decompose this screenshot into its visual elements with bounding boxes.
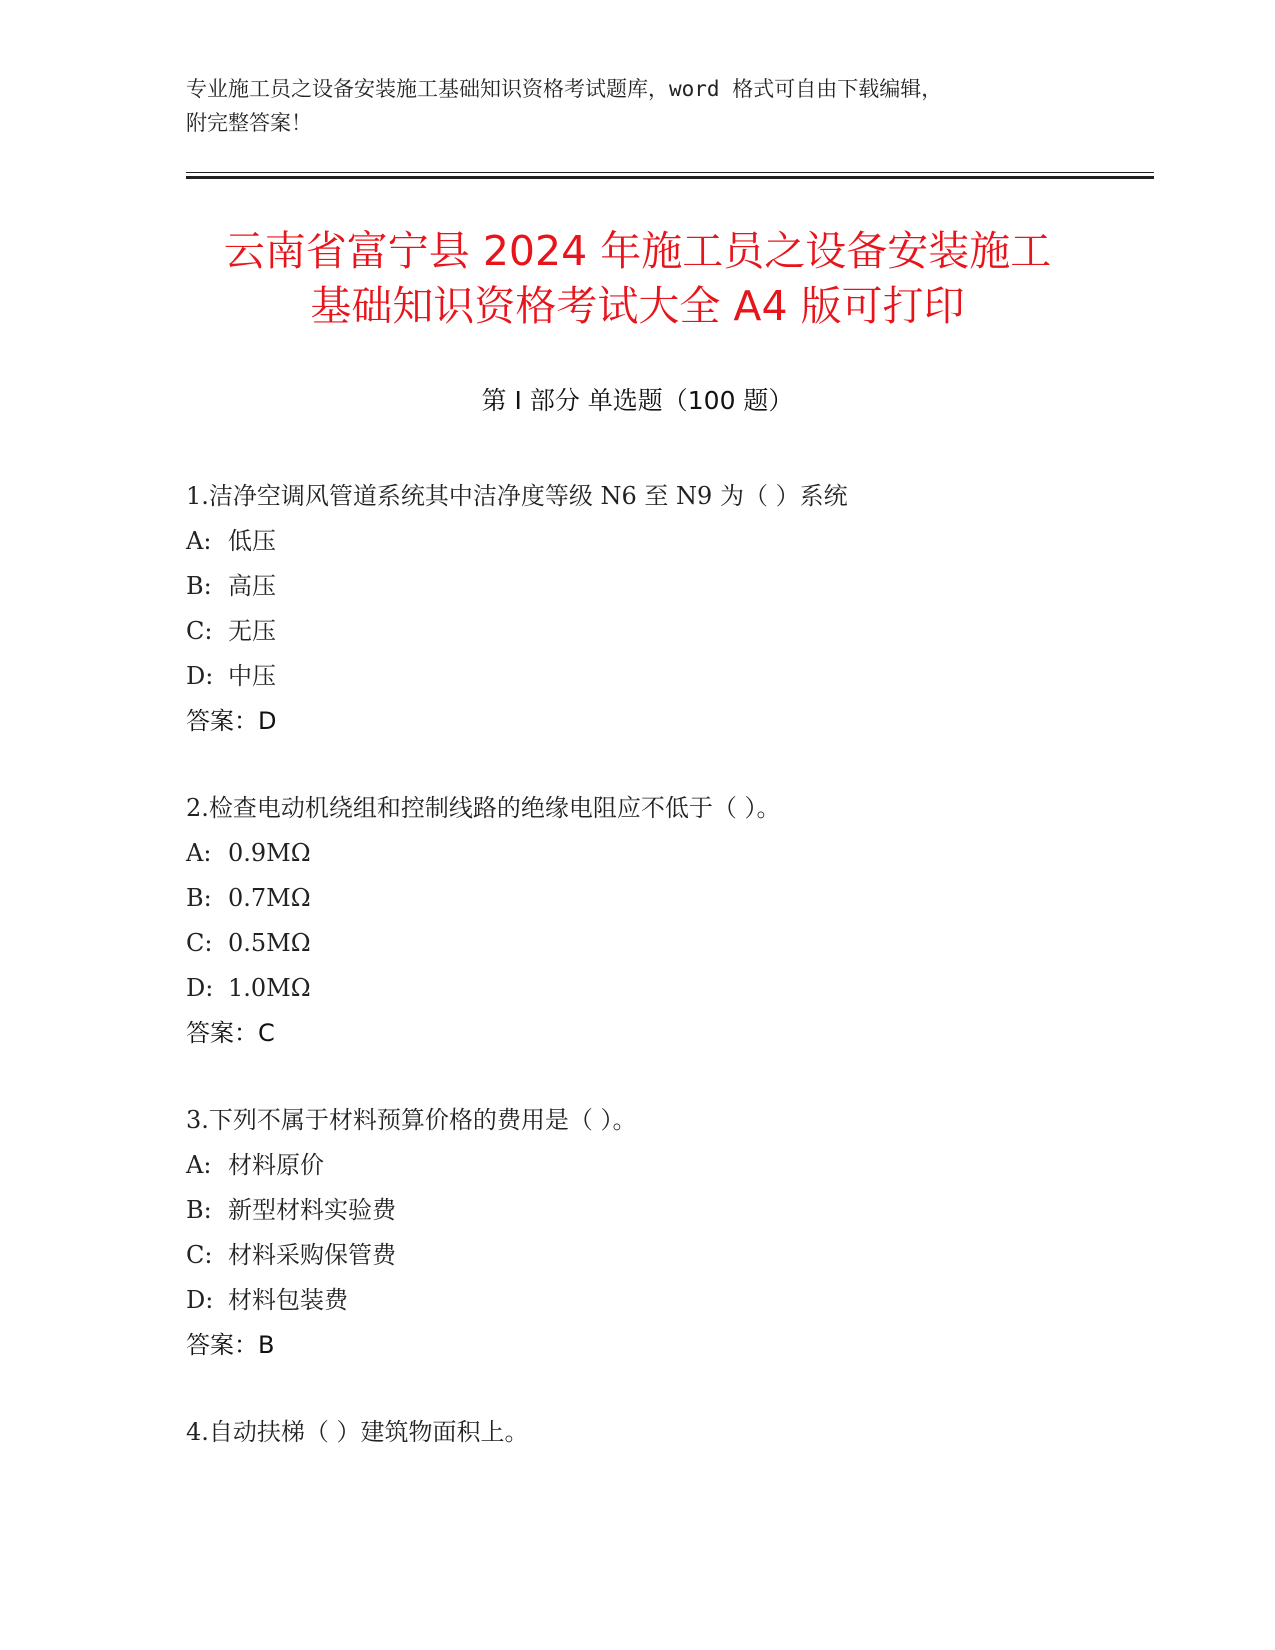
question-1 [186, 474, 1146, 744]
option-text: 高压 [228, 572, 276, 600]
option-letter: C: [186, 617, 213, 645]
option-text: 低压 [228, 527, 276, 555]
option-text: 0.7MΩ [228, 884, 311, 912]
option-text: 0.5MΩ [228, 929, 311, 957]
answer-line: 答案：D [186, 707, 277, 735]
header-note-line-2: 附完整答案！ [186, 111, 312, 135]
document-title-line-2: 基础知识资格考试大全 A4 版可打印 [310, 282, 965, 330]
option-c [186, 921, 1146, 966]
header-rule-thick [186, 176, 1154, 179]
option-letter: B: [186, 572, 212, 600]
document-title [130, 224, 1145, 334]
option-letter: B: [186, 884, 212, 912]
option-text: 材料原价 [228, 1151, 324, 1179]
question-3 [186, 1098, 1146, 1368]
header-note [186, 72, 1086, 140]
option-a [186, 831, 1146, 876]
option-text: 新型材料实验费 [228, 1196, 396, 1224]
option-a [186, 1143, 1146, 1188]
option-letter: A: [186, 1151, 212, 1179]
option-letter: D: [186, 1286, 214, 1314]
question-stem: 2.检查电动机绕组和控制线路的绝缘电阻应不低于（ ）。 [186, 794, 781, 822]
option-text: 无压 [228, 617, 276, 645]
answer-line: 答案：B [186, 1331, 275, 1359]
question-stem: 4.自动扶梯（ ）建筑物面积上。 [186, 1418, 529, 1446]
question-2 [186, 786, 1146, 1056]
question-4 [186, 1410, 1146, 1455]
question-list [186, 474, 1146, 1497]
option-letter: D: [186, 662, 214, 690]
answer-line: 答案：C [186, 1019, 275, 1047]
option-text: 中压 [228, 662, 276, 690]
option-text: 0.9MΩ [228, 839, 311, 867]
option-c [186, 609, 1146, 654]
option-letter: D: [186, 974, 214, 1002]
option-d [186, 966, 1146, 1011]
option-a [186, 519, 1146, 564]
option-d [186, 654, 1146, 699]
option-letter: A: [186, 839, 212, 867]
option-letter: B: [186, 1196, 212, 1224]
option-text: 材料采购保管费 [228, 1241, 396, 1269]
header-note-line-1: 专业施工员之设备安装施工基础知识资格考试题库，word 格式可自由下载编辑， [186, 77, 943, 101]
option-letter: C: [186, 929, 213, 957]
section-heading: 第 I 部分 单选题（100 题） [481, 386, 794, 415]
option-text: 材料包装费 [228, 1286, 348, 1314]
option-b [186, 564, 1146, 609]
option-text: 1.0MΩ [228, 974, 311, 1002]
option-c [186, 1233, 1146, 1278]
option-letter: C: [186, 1241, 213, 1269]
question-stem: 1.洁净空调风管道系统其中洁净度等级 N6 至 N9 为（ ）系统 [186, 482, 848, 510]
option-letter: A: [186, 527, 212, 555]
option-b [186, 876, 1146, 921]
option-b [186, 1188, 1146, 1233]
header-rule-thin [186, 172, 1154, 173]
document-title-line-1: 云南省富宁县 2024 年施工员之设备安装施工 [223, 227, 1052, 275]
option-d [186, 1278, 1146, 1323]
question-stem: 3.下列不属于材料预算价格的费用是（ ）。 [186, 1106, 637, 1134]
